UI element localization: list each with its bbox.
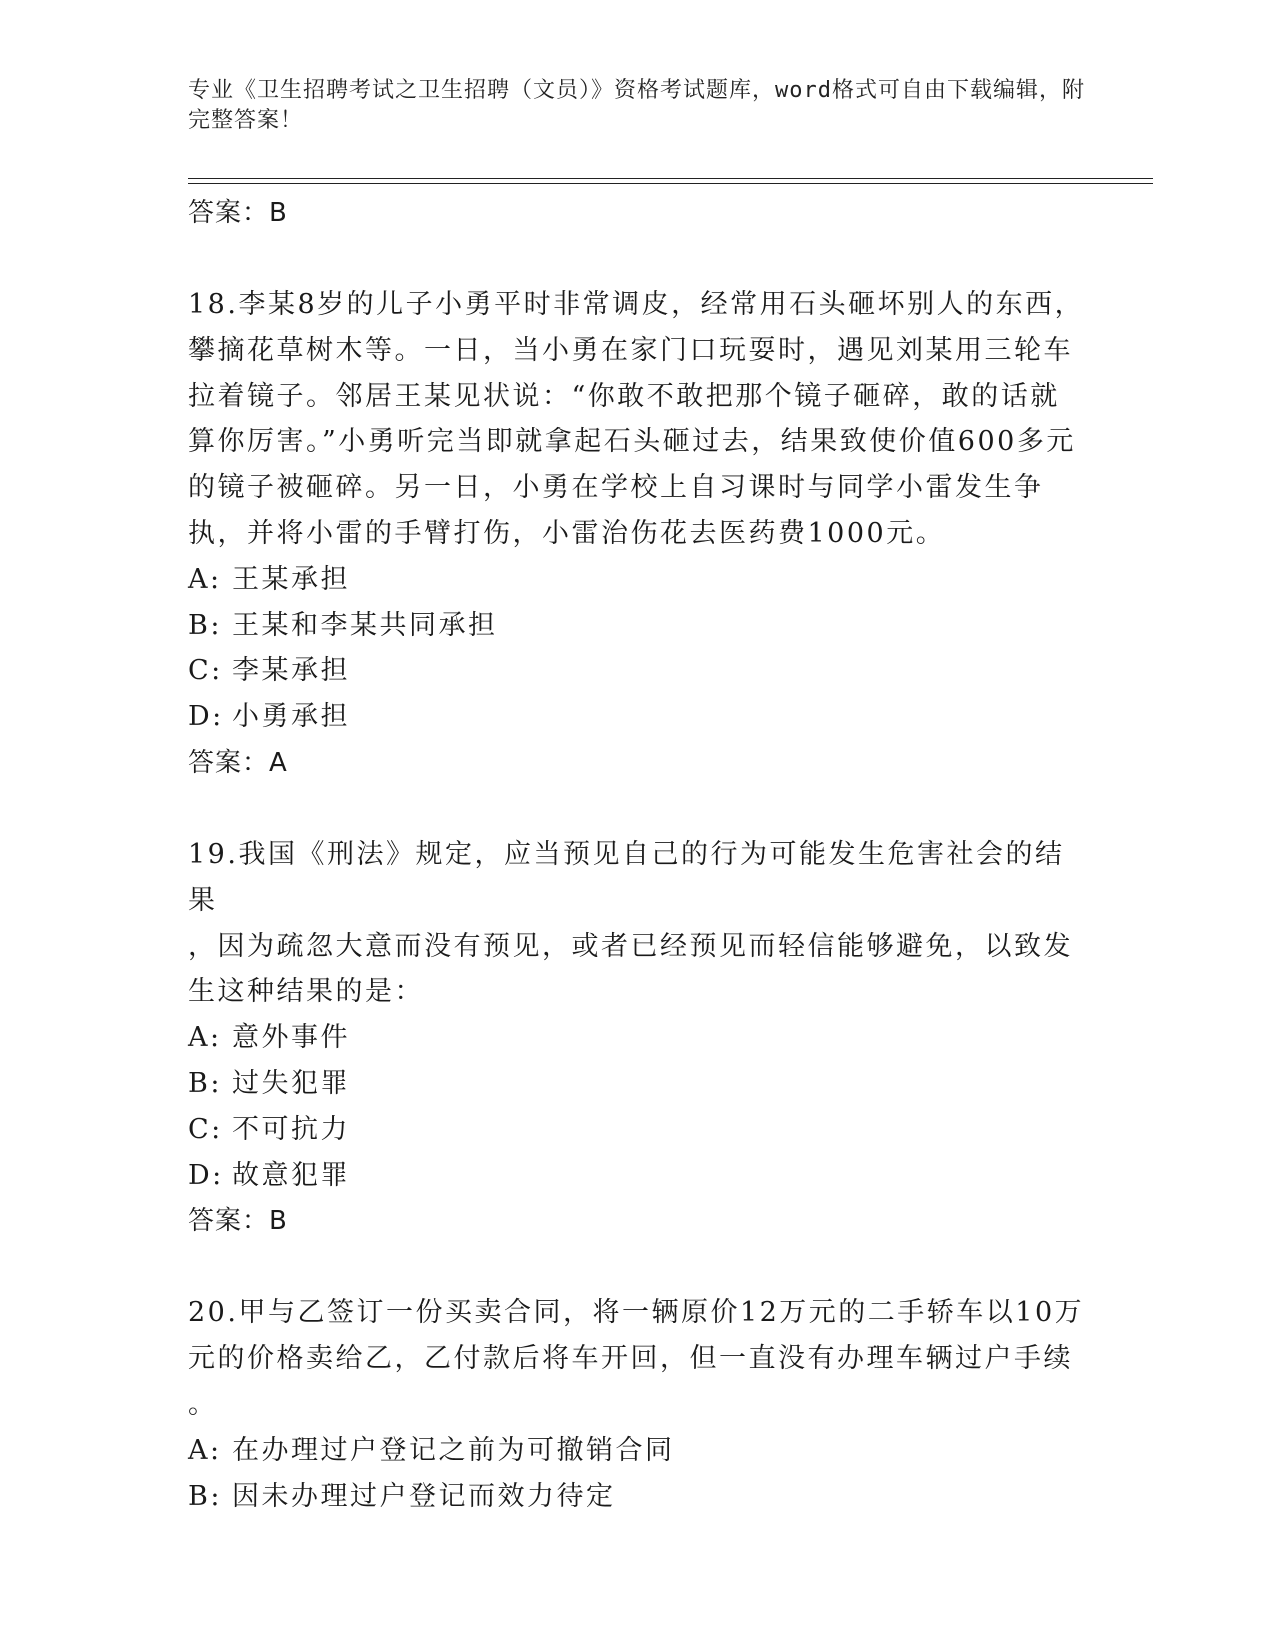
option-letter: D:	[188, 701, 224, 733]
option-d	[188, 694, 1088, 740]
option-text: 小勇承担	[232, 701, 350, 733]
option-a	[188, 1428, 1088, 1474]
option-c	[188, 1107, 1088, 1153]
question-19	[188, 832, 1088, 1244]
option-letter: C:	[188, 1113, 223, 1145]
option-letter: D:	[188, 1159, 224, 1191]
option-letter: B:	[188, 1480, 222, 1512]
option-b	[188, 603, 1088, 649]
option-text: 王某和李某共同承担	[232, 609, 498, 641]
option-letter: A:	[188, 1434, 222, 1466]
option-text: 意外事件	[232, 1022, 350, 1054]
question-18	[188, 282, 1088, 786]
page-header: 专业《卫生招聘考试之卫生招聘（文员）》资格考试题库，word格式可自由下载编辑，附完整答案！	[188, 78, 1085, 133]
option-letter: A:	[188, 1022, 222, 1054]
question-text: 18.李某8岁的儿子小勇平时非常调皮，经常用石头砸坏别人的东西，攀摘花草树木等。一日，当小勇在家门口玩耍时，遇见刘某用三轮车拉着镜子。邻居王某见状说：“你敢不敢把那个镜子砸碎，敢的话就算你厉害。”小勇听完当即就拿起石头砸过去，结果致使价值600多元的镜子被砸碎。另一日，小勇在学校上自习课时与同学小雷发生争执，并将小雷的手臂打伤，小雷治伤花去医药费1000元。	[188, 289, 1085, 549]
option-b	[188, 1061, 1088, 1107]
option-b	[188, 1474, 1088, 1520]
option-letter: B:	[188, 1067, 222, 1099]
option-d	[188, 1153, 1088, 1199]
option-text: 因未办理过户登记而效力待定	[232, 1480, 616, 1512]
option-a	[188, 1015, 1088, 1061]
option-letter: B:	[188, 609, 222, 641]
document-body	[188, 190, 1088, 1519]
answer-line: 答案：B	[188, 1206, 288, 1237]
option-text: 李某承担	[232, 655, 350, 687]
option-text: 故意犯罪	[232, 1159, 350, 1191]
option-letter: C:	[188, 655, 223, 687]
option-text: 不可抗力	[232, 1113, 350, 1145]
option-c	[188, 648, 1088, 694]
option-letter: A:	[188, 563, 222, 595]
question-text: 20.甲与乙签订一份买卖合同，将一辆原价12万元的二手轿车以10万元的价格卖给乙，乙付款后将车开回，但一直没有办理车辆过户手续 。	[188, 1297, 1085, 1420]
header-divider-double	[188, 183, 1153, 184]
header-divider	[188, 178, 1153, 179]
answer-line: 答案：B	[188, 198, 288, 228]
option-text: 王某承担	[232, 563, 350, 595]
question-text: 19.我国《刑法》规定，应当预见自己的行为可能发生危害社会的结果 ，因为疏忽大意而没有预见，或者已经预见而轻信能够避免，以致发生这种结果的是：	[188, 838, 1073, 1008]
option-a	[188, 557, 1088, 603]
answer-line: 答案：A	[188, 747, 288, 778]
question-20	[188, 1290, 1088, 1519]
option-text: 在办理过户登记之前为可撤销合同	[232, 1434, 675, 1466]
option-text: 过失犯罪	[232, 1067, 350, 1099]
